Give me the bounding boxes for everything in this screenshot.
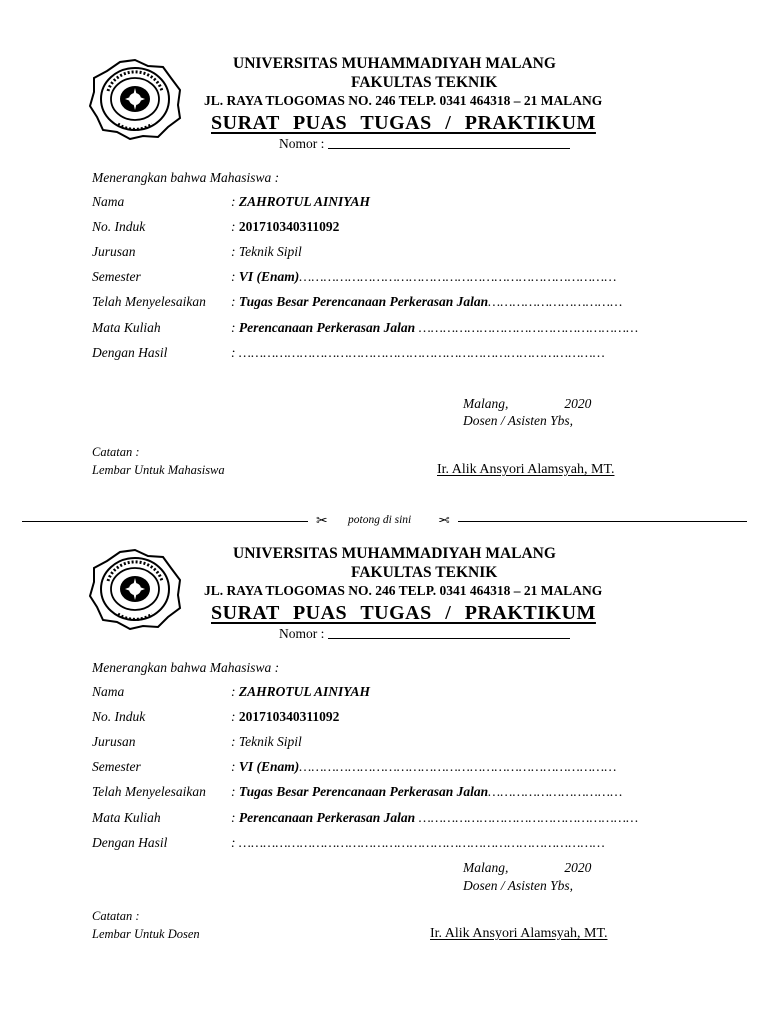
field-telah-menyelesaikan	[92, 784, 682, 804]
field-dots: ………………………………………………	[415, 810, 639, 825]
signature-year: 2020	[564, 860, 592, 875]
document-title: SURAT PUAS TUGAS / PRAKTIKUM	[211, 112, 596, 134]
scissors-icon: ✂	[316, 513, 328, 529]
nomor-blank-line	[328, 638, 570, 639]
field-colon: :	[231, 759, 236, 774]
field-value: Tugas Besar Perencanaan Perkerasan Jalan	[238, 784, 489, 799]
field-telah-menyelesaikan	[92, 294, 682, 314]
signature-place-date	[463, 396, 591, 412]
field-label: Semester	[92, 759, 141, 774]
field-label: Telah Menyelesaikan	[92, 294, 206, 309]
note-title: Catatan :	[92, 909, 140, 923]
field-value: Teknik Sipil	[238, 244, 302, 259]
field-colon: :	[231, 709, 236, 724]
cut-text: potong di sini	[348, 514, 412, 526]
field-colon: :	[231, 194, 236, 209]
field-dots: ………………………………………………………………………………	[238, 345, 605, 360]
field-dots: ……………………………	[488, 294, 623, 309]
note-text: Lembar Untuk Mahasiswa	[92, 463, 225, 477]
field-semester	[92, 269, 682, 289]
field-value: ZAHROTUL AINIYAH	[238, 194, 371, 209]
nomor-label: Nomor :	[279, 626, 325, 641]
field-label: Dengan Hasil	[92, 345, 168, 360]
field-no-induk	[92, 709, 682, 729]
field-colon: :	[231, 320, 236, 335]
field-label: Mata Kuliah	[92, 320, 161, 335]
signature-role: Dosen / Asisten Ybs,	[463, 878, 574, 893]
field-value: Perencanaan Perkerasan Jalan	[238, 810, 416, 825]
faculty-name: FAKULTAS TEKNIK	[351, 564, 498, 581]
field-label: Semester	[92, 269, 141, 284]
university-seal-icon	[88, 58, 182, 140]
nomor-label: Nomor :	[279, 136, 325, 151]
field-mata-kuliah	[92, 810, 682, 830]
field-colon: :	[231, 810, 236, 825]
field-value: 201710340311092	[238, 219, 340, 234]
intro-text: Menerangkan bahwa Mahasiswa :	[92, 660, 280, 675]
field-semester	[92, 759, 682, 779]
field-colon: :	[231, 684, 236, 699]
field-label: Jurusan	[92, 734, 136, 749]
note-title: Catatan :	[92, 445, 140, 459]
field-dots: ……………………………	[488, 784, 623, 799]
field-label: No. Induk	[92, 709, 146, 724]
nomor-blank-line	[328, 148, 570, 149]
intro-text: Menerangkan bahwa Mahasiswa :	[92, 170, 280, 185]
field-value: VI (Enam)	[238, 759, 300, 774]
note-text: Lembar Untuk Dosen	[92, 927, 200, 941]
field-value: ZAHROTUL AINIYAH	[238, 684, 371, 699]
field-dots: ………………………………………………………………………………	[238, 835, 605, 850]
scissors-icon: ✂	[438, 513, 450, 529]
university-seal-icon	[88, 548, 182, 630]
field-colon: :	[231, 734, 236, 749]
field-mata-kuliah	[92, 320, 682, 340]
field-label: Jurusan	[92, 244, 136, 259]
document-title: SURAT PUAS TUGAS / PRAKTIKUM	[211, 602, 596, 624]
signature-city: Malang,	[463, 860, 509, 875]
address: JL. RAYA TLOGOMAS NO. 246 TELP. 0341 464318 – 21 MALANG	[204, 583, 603, 598]
field-dengan-hasil	[92, 835, 682, 855]
field-value: Perencanaan Perkerasan Jalan	[238, 320, 416, 335]
signature-year: 2020	[564, 396, 592, 411]
field-value: 201710340311092	[238, 709, 340, 724]
nomor-field	[279, 136, 570, 152]
field-label: Nama	[92, 684, 125, 699]
field-label: Dengan Hasil	[92, 835, 168, 850]
field-label: Mata Kuliah	[92, 810, 161, 825]
field-colon: :	[231, 294, 236, 309]
field-dengan-hasil	[92, 345, 682, 365]
slip-dosen	[0, 490, 768, 990]
signature-city: Malang,	[463, 396, 509, 411]
field-colon: :	[231, 244, 236, 259]
field-value: Teknik Sipil	[238, 734, 302, 749]
university-name: UNIVERSITAS MUHAMMADIYAH MALANG	[233, 55, 556, 72]
field-colon: :	[231, 269, 236, 284]
field-colon: :	[231, 219, 236, 234]
nomor-field	[279, 626, 570, 642]
field-dots: ……………………………………………………………………	[299, 269, 617, 284]
address: JL. RAYA TLOGOMAS NO. 246 TELP. 0341 464318 – 21 MALANG	[204, 93, 603, 108]
field-dots: ……………………………………………………………………	[299, 759, 617, 774]
field-nama	[92, 684, 682, 704]
field-colon: :	[231, 345, 236, 360]
field-no-induk	[92, 219, 682, 239]
field-colon: :	[231, 784, 236, 799]
field-dots: ………………………………………………	[415, 320, 639, 335]
field-label: Telah Menyelesaikan	[92, 784, 206, 799]
field-nama	[92, 194, 682, 214]
field-jurusan	[92, 734, 682, 754]
signer-name: Ir. Alik Ansyori Alamsyah, MT.	[437, 462, 615, 477]
signer-name: Ir. Alik Ansyori Alamsyah, MT.	[430, 926, 608, 941]
field-value: VI (Enam)	[238, 269, 300, 284]
field-colon: :	[231, 835, 236, 850]
signature-role: Dosen / Asisten Ybs,	[463, 413, 574, 428]
field-value: Tugas Besar Perencanaan Perkerasan Jalan	[238, 294, 489, 309]
field-label: No. Induk	[92, 219, 146, 234]
signature-place-date	[463, 860, 591, 876]
slip-mahasiswa	[0, 0, 768, 500]
faculty-name: FAKULTAS TEKNIK	[351, 74, 498, 91]
university-name: UNIVERSITAS MUHAMMADIYAH MALANG	[233, 545, 556, 562]
field-jurusan	[92, 244, 682, 264]
field-label: Nama	[92, 194, 125, 209]
